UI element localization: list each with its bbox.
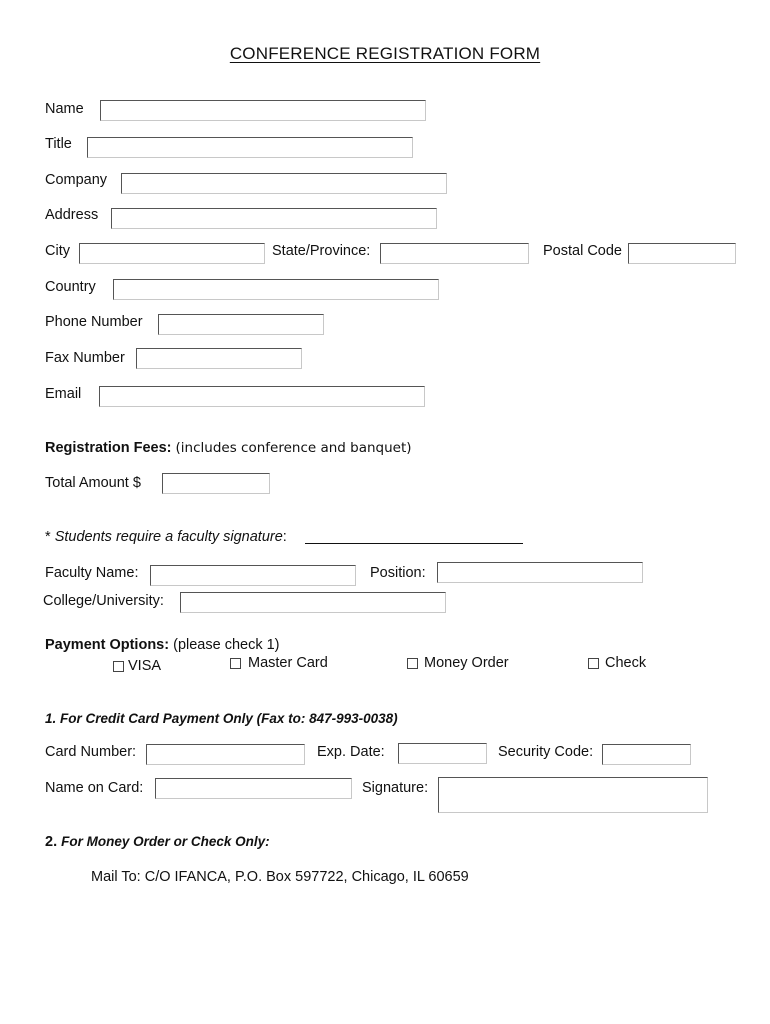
address-field[interactable] [111, 208, 437, 229]
title-field[interactable] [87, 137, 413, 158]
students-asterisk: * [45, 529, 51, 545]
money-order-number: 2. [45, 834, 58, 850]
email-label: Email [45, 386, 82, 402]
country-field[interactable] [113, 279, 439, 300]
postal-code-label: Postal Code [543, 243, 622, 259]
students-note [45, 528, 287, 546]
name-on-card-field[interactable] [155, 778, 352, 799]
phone-field[interactable] [158, 314, 324, 335]
money-order-heading-text: For Money Order or Check Only: [61, 834, 270, 849]
email-field[interactable] [99, 386, 425, 407]
signature-label: Signature: [362, 780, 429, 796]
exp-date-label: Exp. Date: [317, 744, 385, 760]
country-label: Country [45, 279, 96, 295]
faculty-name-field[interactable] [150, 565, 356, 586]
credit-card-heading-text: For Credit Card Payment Only (Fax to: 847-993-0038) [60, 711, 398, 726]
company-label: Company [45, 172, 108, 188]
registration-fees-note: (includes conference and banquet) [175, 440, 412, 456]
mail-to-address: Mail To: C/O IFANCA, P.O. Box 597722, Chicago, IL 60659 [91, 869, 469, 885]
name-on-card-label: Name on Card: [45, 780, 144, 796]
city-label: City [45, 243, 70, 259]
students-note-text: Students require a faculty signature [54, 529, 283, 545]
name-label: Name [45, 101, 84, 117]
company-field[interactable] [121, 173, 447, 194]
money-order-label: Money Order [424, 655, 509, 671]
signature-field[interactable] [438, 777, 708, 813]
registration-fees-heading: Registration Fees: [45, 440, 172, 456]
college-field[interactable] [180, 592, 446, 613]
students-note-colon: : [282, 529, 287, 545]
city-field[interactable] [79, 243, 265, 264]
exp-date-field[interactable] [398, 743, 487, 764]
state-label: State/Province: [272, 243, 371, 259]
master-card-checkbox[interactable] [230, 658, 241, 669]
postal-code-field[interactable] [628, 243, 736, 264]
visa-label: VISA [128, 658, 162, 674]
phone-label: Phone Number [45, 314, 143, 330]
credit-card-heading [45, 710, 398, 728]
fax-field[interactable] [136, 348, 302, 369]
position-label: Position: [370, 565, 426, 581]
money-order-heading [45, 833, 270, 851]
faculty-name-label: Faculty Name: [45, 565, 139, 581]
college-label: College/University: [43, 593, 164, 609]
check-label: Check [605, 655, 647, 671]
payment-options-heading: Payment Options: [45, 637, 170, 653]
total-amount-text: Total Amount [45, 475, 129, 491]
visa-checkbox[interactable] [113, 661, 124, 672]
registration-fees [45, 439, 412, 457]
check-checkbox[interactable] [588, 658, 599, 669]
card-number-field[interactable] [146, 744, 305, 765]
security-code-label: Security Code: [498, 744, 594, 760]
credit-card-number: 1. [45, 711, 57, 726]
faculty-signature-line[interactable] [305, 543, 523, 544]
security-code-field[interactable] [602, 744, 691, 765]
total-amount-label [45, 474, 141, 492]
state-field[interactable] [380, 243, 529, 264]
payment-options [45, 636, 280, 654]
address-label: Address [45, 207, 99, 223]
currency-symbol: $ [132, 475, 141, 491]
title-label: Title [45, 136, 72, 152]
payment-options-note: (please check 1) [173, 637, 280, 653]
card-number-label: Card Number: [45, 744, 137, 760]
page-title [0, 44, 770, 64]
money-order-checkbox[interactable] [407, 658, 418, 669]
fax-label: Fax Number [45, 350, 125, 366]
page-title-text: CONFERENCE REGISTRATION FORM [229, 44, 541, 63]
name-field[interactable] [100, 100, 426, 121]
total-amount-field[interactable] [162, 473, 270, 494]
position-field[interactable] [437, 562, 643, 583]
master-card-label: Master Card [248, 655, 328, 671]
